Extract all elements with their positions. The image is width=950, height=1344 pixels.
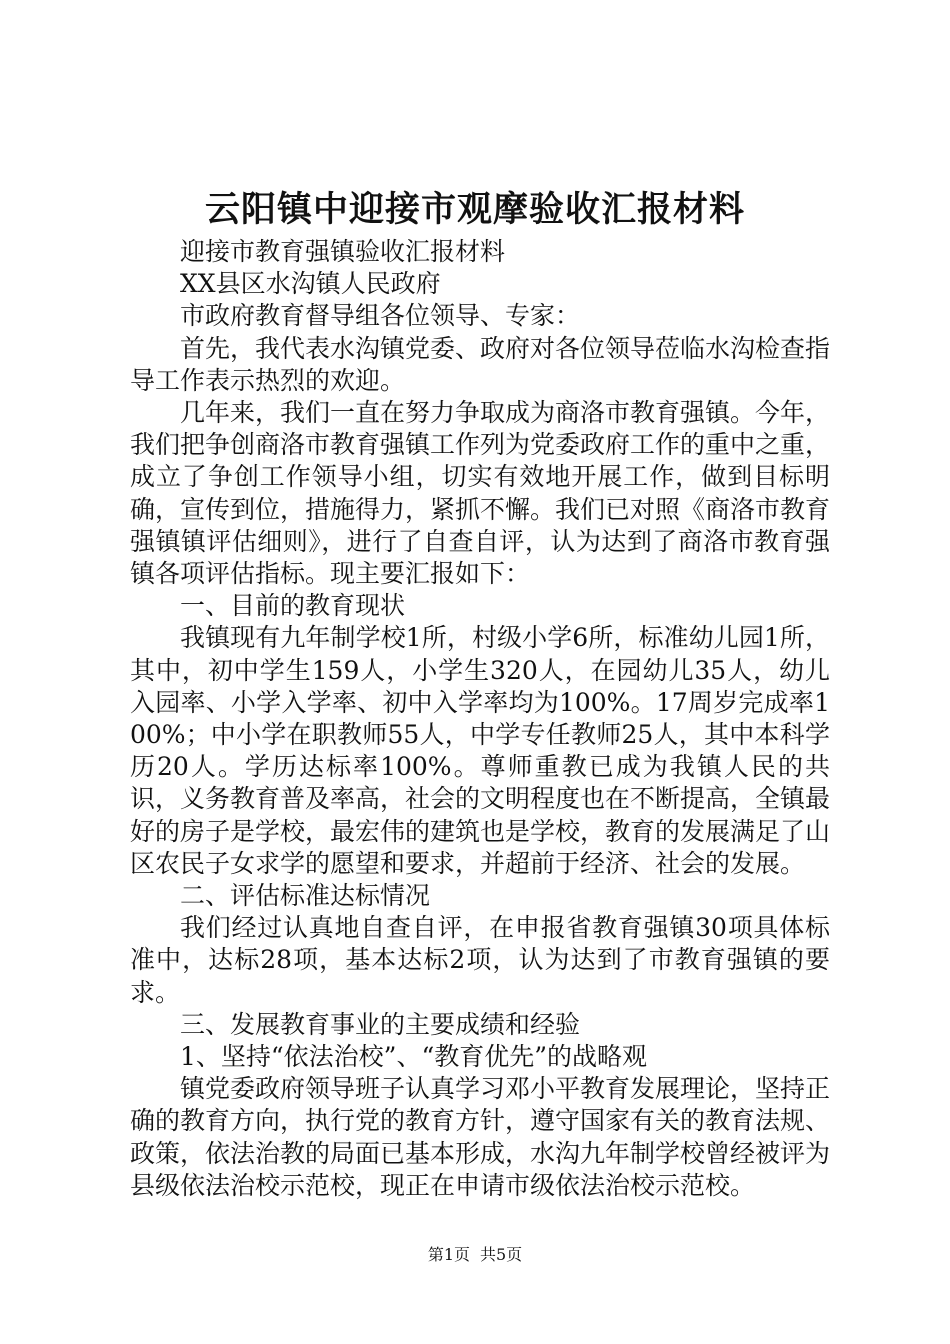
paragraph-welcome: 首先，我代表水沟镇党委、政府对各位领导莅临水沟检查指导工作表示热烈的欢迎。 <box>130 333 831 395</box>
paragraph-subtitle: 迎接市教育强镇验收汇报材料 <box>180 237 506 266</box>
page-number: 第1页 <box>427 1245 470 1264</box>
paragraph-standards: 我们经过认真地自查自评，在申报省教育强镇30项具体标准中，达标28项，基本达标2项，认为达到了市教育强镇的要求。 <box>130 913 830 1007</box>
subsection-heading-rule-of-law: 1、坚持“依法治校”、“教育优先”的战略观 <box>180 1042 648 1072</box>
paragraph-rule-of-law: 镇党委政府领导班子认真学习邓小平教育发展理论，坚持正确的教育方向，执行党的教育方针，遵守国家有关的教育法规、政策，依法治教的局面已基本形成，水沟九年制学校曾经被评为县级依法治校示范校，现正在申请市级依法治校示范校。 <box>130 1074 831 1200</box>
paragraph-issuer: XX县区水沟镇人民政府 <box>180 269 441 299</box>
document-body <box>130 236 830 1202</box>
page-footer <box>0 1244 950 1266</box>
section-heading-current-status: 一、目前的教育现状 <box>180 591 406 621</box>
section-heading-achievements: 三、发展教育事业的主要成绩和经验 <box>180 1009 581 1039</box>
section-heading-standards: 二、评估标准达标情况 <box>180 881 431 911</box>
page-total: 共5页 <box>480 1245 523 1264</box>
paragraph-overview: 几年来，我们一直在努力争取成为商洛市教育强镇。今年，我们把争创商洛市教育强镇工作列为党委政府工作的重中之重，成立了争创工作领导小组，切实有效地开展工作，做到目标明确，宣传到位，措施得力，紧抓不懈。我们已对照《商洛市教育强镇镇评估细则》，进行了自查自评，认为达到了商洛市教育强镇各项评估指标。现主要汇报如下： <box>130 398 831 589</box>
document-title: 云阳镇中迎接市观摩验收汇报材料 <box>204 189 745 230</box>
paragraph-current-status: 我镇现有九年制学校1所，村级小学6所，标准幼儿园1所，其中，初中学生159人，小学生320人，在园幼儿35人，幼儿入园率、小学入学率、初中入学率均为100%。17周岁完成率100%；中小学在职教师55人，中学专任教师25人，其中本科学历20人。学历达标率100%。尊师重教已成为我镇人民的共识，义务教育普及率高，社会的文明程度也在不断提高，全镇最好的房子是学校，最宏伟的建筑也是学校，教育的发展满足了山区农民子女求学的愿望和要求，并超前于经济、社会的发展。 <box>130 623 831 878</box>
paragraph-salutation: 市政府教育督导组各位领导、专家： <box>180 301 581 331</box>
